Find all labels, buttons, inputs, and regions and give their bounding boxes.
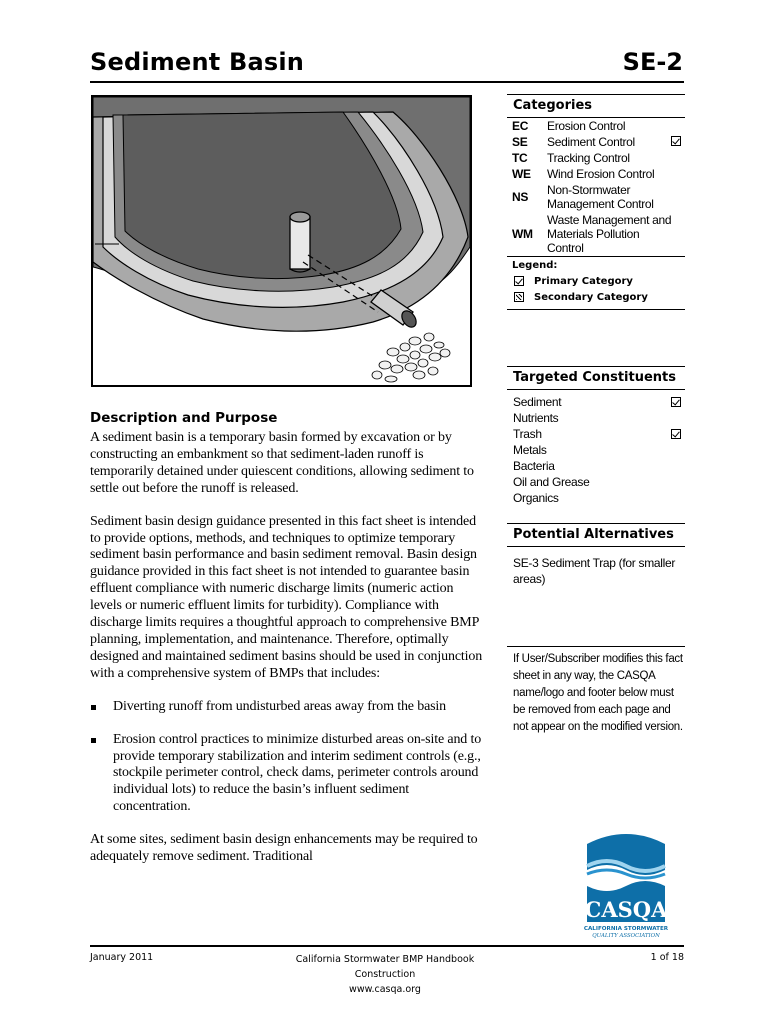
- footer-date: January 2011: [90, 952, 154, 963]
- legend-label: Legend:: [512, 260, 558, 271]
- category-row-se: [507, 134, 685, 150]
- category-code: TC: [512, 151, 528, 165]
- footer-center: [260, 952, 510, 997]
- constituent-item: [507, 394, 685, 410]
- alternatives-panel: [507, 523, 685, 587]
- constituent-item: [507, 490, 685, 506]
- constituent-name: Oil and Grease: [513, 475, 590, 489]
- constituent-item: [507, 474, 685, 490]
- constituent-item: [507, 426, 685, 442]
- checkbox-checked-icon: [671, 136, 681, 146]
- categories-heading: Categories: [507, 94, 685, 118]
- logo-subtitle-2: QUALITY ASSOCIATION: [592, 933, 660, 939]
- paragraph: A sediment basin is a temporary basin formed by excavation or by constructing an embankment so that sediment-laden runoff is temporarily detained under quiescent conditions, allowing sediment to settle out before the runoff is released.: [90, 430, 474, 496]
- category-name: Non-Stormwater Management Control: [547, 183, 654, 211]
- legend-primary-label: Primary Category: [534, 276, 633, 287]
- footer-handbook: California Stormwater BMP Handbook: [295, 954, 475, 965]
- footer-construction: Construction: [354, 969, 416, 980]
- header-divider: [90, 81, 684, 83]
- category-row-ec: [507, 118, 685, 134]
- alternatives-text: SE-3 Sediment Trap (for smaller areas): [513, 556, 676, 586]
- category-row-we: [507, 166, 685, 182]
- constituents-heading: Targeted Constituents: [507, 366, 685, 390]
- checkbox-checked-icon: [671, 397, 681, 407]
- checkbox-hatched-icon: [514, 292, 524, 302]
- category-code: WE: [512, 167, 531, 181]
- category-code: EC: [512, 119, 529, 133]
- modification-notice: If User/Subscriber modifies this fact sheet in any way, the CASQA name/logo and footer below must be removed from each page and not appear on the modified version.: [507, 646, 685, 736]
- categories-table: [507, 118, 685, 256]
- category-name: Waste Management and Materials Pollution Control: [547, 213, 672, 255]
- constituent-item: [507, 458, 685, 474]
- footer-page-number: 1 of 18: [650, 952, 684, 963]
- casqa-logo-graphic: [577, 830, 675, 940]
- legend: [507, 256, 685, 310]
- constituent-name: Organics: [513, 491, 559, 505]
- footer-divider: [90, 945, 684, 947]
- legend-secondary: [512, 292, 685, 303]
- constituent-name: Trash: [513, 427, 542, 441]
- legend-primary: [512, 276, 685, 287]
- category-row-ns: [507, 182, 685, 212]
- paragraph: At some sites, sediment basin design enhancements may be required to adequately remove sediment. Traditional: [90, 832, 478, 865]
- category-code: SE: [512, 135, 528, 149]
- page-title: Sediment Basin: [90, 48, 305, 76]
- constituent-name: Sediment: [513, 395, 562, 409]
- constituent-item: [507, 410, 685, 426]
- sediment-basin-illustration: [91, 95, 472, 387]
- footer-website: www.casqa.org: [349, 984, 421, 995]
- page-header: [90, 48, 683, 78]
- bullet-item: Erosion control practices to minimize disturbed areas on-site and to provide temporary stabilization and interim sediment controls (e.g., stockpile perimeter control, check dams, perimeter controls around individual lots) to reduce the basin’s influent sediment concentration.: [90, 732, 485, 817]
- main-content: [90, 410, 485, 882]
- category-code: NS: [512, 190, 529, 204]
- checkbox-checked-icon: [514, 276, 524, 286]
- constituent-name: Nutrients: [513, 411, 559, 425]
- constituents-panel: [507, 366, 685, 506]
- paragraph: Sediment basin design guidance presented in this fact sheet is intended to provide options, methods, and techniques to optimize temporary sediment basin performance and basin sediment removal. Basin design guidance provided in this fact sheet is not intended to guarantee basin effluent compliance with numeric discharge limits (numeric action levels or numeric effluent limits for turbidity). Compliance with discharge limits requires a thoughtful approach to comprehensive BMP planning, implementation, and maintenance. Therefore, optimally designed and maintained sediment basins should be used in conjunction with a comprehensive system of BMPs that includes:: [90, 513, 483, 681]
- category-row-tc: [507, 150, 685, 166]
- category-row-wm: [507, 212, 685, 256]
- checkbox-checked-icon: [671, 429, 681, 439]
- category-name: Erosion Control: [547, 119, 626, 133]
- constituent-item: [507, 442, 685, 458]
- basin-drawing: [93, 97, 470, 385]
- constituents-list: [507, 390, 685, 506]
- constituent-name: Metals: [513, 443, 547, 457]
- category-code: WM: [512, 227, 533, 241]
- bullet-item: Diverting runoff from undisturbed areas away from the basin: [90, 699, 485, 716]
- bmp-code: SE-2: [622, 48, 683, 76]
- alternatives-heading: Potential Alternatives: [507, 523, 685, 547]
- legend-secondary-label: Secondary Category: [534, 292, 648, 303]
- category-name: Sediment Control: [547, 135, 635, 149]
- section-title: Description and Purpose: [90, 410, 278, 426]
- logo-subtitle-1: CALIFORNIA STORMWATER: [583, 926, 669, 932]
- category-name: Wind Erosion Control: [547, 167, 655, 181]
- constituent-name: Bacteria: [513, 459, 555, 473]
- logo-wordmark: CASQA: [584, 897, 668, 922]
- casqa-logo: [577, 830, 675, 940]
- categories-panel: [507, 94, 685, 310]
- category-name: Tracking Control: [547, 151, 630, 165]
